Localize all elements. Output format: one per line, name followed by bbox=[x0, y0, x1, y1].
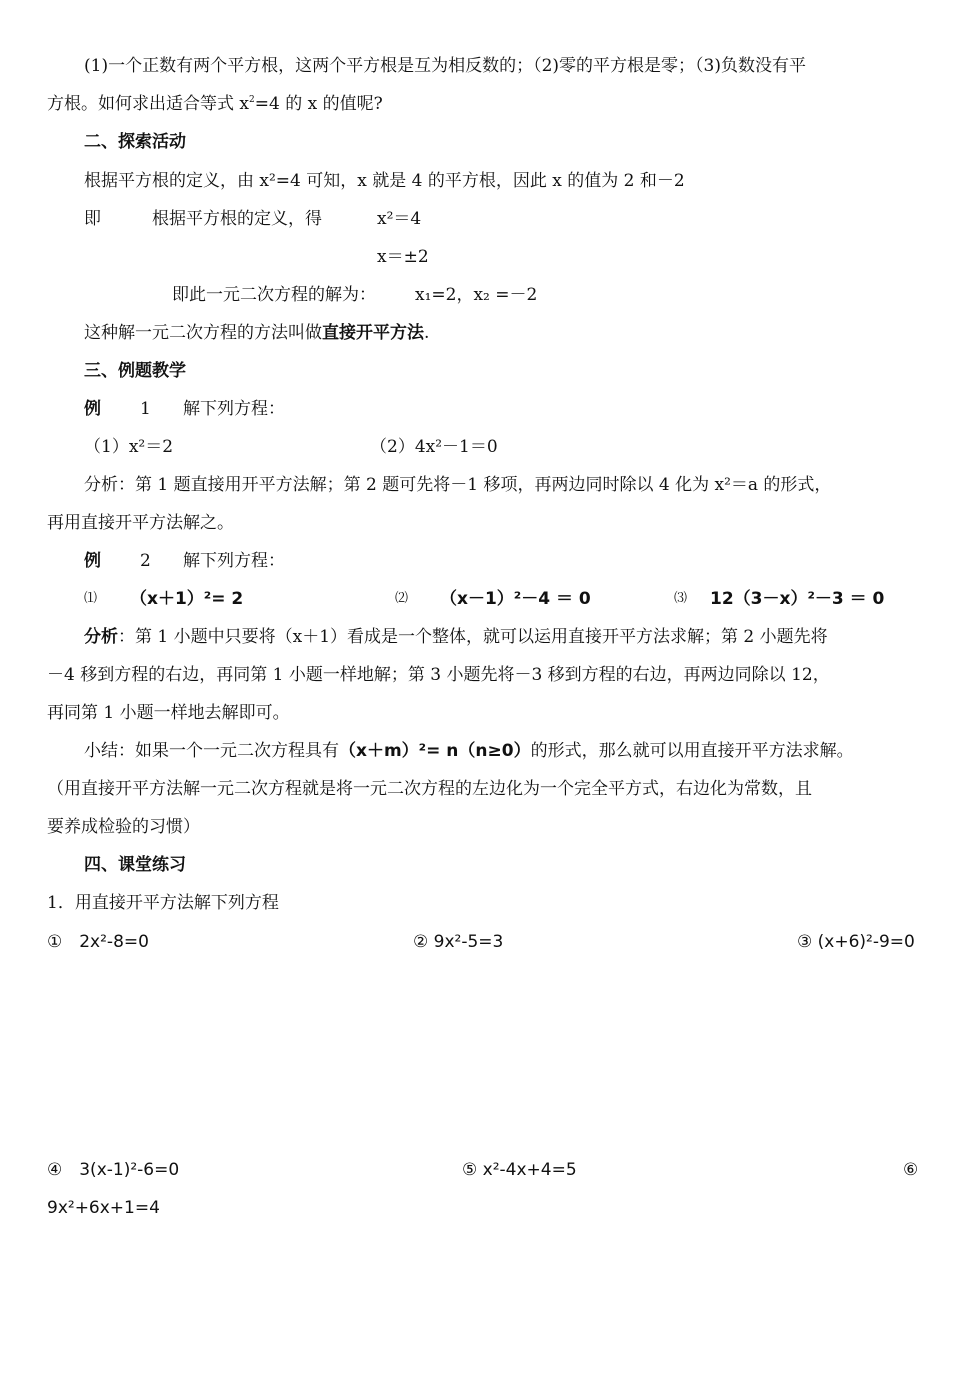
summary-line-1-a: 小结：如果一个一元二次方程具有 bbox=[84, 741, 339, 761]
intro-line-1: (1)一个正数有两个平方根，这两个平方根是互为相反数的；（2)零的平方根是零；（3)负数没有平 bbox=[84, 56, 806, 76]
example-1-text: 解下列方程： bbox=[183, 399, 285, 419]
section-2-solution-text: 即此一元二次方程的解为： bbox=[172, 285, 376, 305]
exercise-6-number: ⑥ bbox=[903, 1160, 919, 1180]
example-2-number: 2 bbox=[140, 551, 151, 571]
section-2-ji: 即 bbox=[84, 209, 101, 229]
summary-line-1 bbox=[84, 739, 854, 763]
example-1-problem-1: （1）x²＝2 bbox=[84, 437, 174, 457]
section-2-solution-values: x₁=2，x₂ =－2 bbox=[415, 285, 538, 305]
exercise-1: ① 2x²-8=0 bbox=[47, 932, 149, 952]
method-name: 直接开平方法 bbox=[322, 323, 424, 343]
summary-line-1-c: 的形式，那么就可以用直接开平方法求解。 bbox=[530, 741, 854, 761]
analysis-1-line-1: 分析：第 1 题直接用开平方法解；第 2 题可先将－1 移项，再两边同时除以 4 化为 x²＝a 的形式， bbox=[84, 475, 832, 495]
example-2-problem-3-number: ⑶ bbox=[674, 591, 688, 606]
example-2-problem-1: （x＋1）²= 2 bbox=[130, 589, 244, 609]
analysis-2-label: 分析 bbox=[84, 627, 118, 647]
example-2-problem-3: 12（3－x）²－3 ＝ 0 bbox=[710, 589, 885, 609]
section-4-heading: 四、课堂练习 bbox=[84, 855, 186, 875]
section-2-equation-result: x＝±2 bbox=[377, 247, 429, 267]
summary-line-3: 要养成检验的习惯） bbox=[47, 817, 200, 837]
intro-line-2-a: 方根。如何求出适合等式 x bbox=[47, 94, 249, 114]
summary-formula: （x＋m）²= n（n≥0） bbox=[339, 741, 531, 761]
example-1-problem-2: （2）4x²－1＝0 bbox=[370, 437, 498, 457]
exercise-3: ③ (x+6)²-9=0 bbox=[797, 932, 915, 952]
section-2-equation: x²＝4 bbox=[377, 209, 422, 229]
exercise-5: ⑤ x²-4x+4=5 bbox=[462, 1160, 577, 1180]
exercise-6: 9x²+6x+1=4 bbox=[47, 1198, 160, 1218]
exercise-4: ④ 3(x-1)²-6=0 bbox=[47, 1160, 180, 1180]
section-2-heading: 二、探索活动 bbox=[84, 132, 186, 152]
intro-line-2 bbox=[47, 92, 383, 116]
example-2-problem-2: （x－1）²－4 ＝ 0 bbox=[440, 589, 591, 609]
intro-line-2-b: =4 的 x 的值呢? bbox=[254, 94, 383, 114]
example-1-label: 例 bbox=[84, 399, 101, 419]
method-text: 这种解一元二次方程的方法叫做 bbox=[84, 323, 322, 343]
example-2-text: 解下列方程： bbox=[183, 551, 285, 571]
exercise-2: ② 9x²-5=3 bbox=[413, 932, 504, 952]
example-2-label: 例 bbox=[84, 551, 101, 571]
analysis-1-line-2: 再用直接开平方法解之。 bbox=[47, 513, 234, 533]
analysis-2-line-2: －4 移到方程的右边，再同第 1 小题一样地解；第 3 小题先将－3 移到方程的右边，再两边同除以 12， bbox=[47, 665, 830, 685]
exercise-question-1: 1．用直接开平方法解下列方程 bbox=[47, 893, 279, 913]
analysis-2-line-1 bbox=[84, 625, 828, 649]
section-2-definition-text: 根据平方根的定义，得 bbox=[152, 209, 322, 229]
method-period: . bbox=[424, 323, 430, 343]
section-2-paragraph: 根据平方根的定义，由 x²=4 可知，x 就是 4 的平方根，因此 x 的值为 2 和－2 bbox=[84, 171, 685, 191]
intro-line-2-sup: 2 bbox=[249, 95, 255, 105]
example-2-problem-1-number: ⑴ bbox=[84, 591, 98, 606]
analysis-2-line-1-text: ：第 1 小题中只要将（x＋1）看成是一个整体，就可以运用直接开平方法求解；第 2 小题先将 bbox=[118, 627, 828, 647]
example-2-problem-2-number: ⑵ bbox=[395, 591, 409, 606]
summary-line-2: （用直接开平方法解一元二次方程就是将一元二次方程的左边化为一个完全平方式，右边化为常数，且 bbox=[47, 779, 812, 799]
example-1-number: 1 bbox=[140, 399, 151, 419]
analysis-2-line-3: 再同第 1 小题一样地去解即可。 bbox=[47, 703, 290, 723]
section-3-heading: 三、例题教学 bbox=[84, 361, 186, 381]
section-2-method-line bbox=[84, 321, 429, 345]
